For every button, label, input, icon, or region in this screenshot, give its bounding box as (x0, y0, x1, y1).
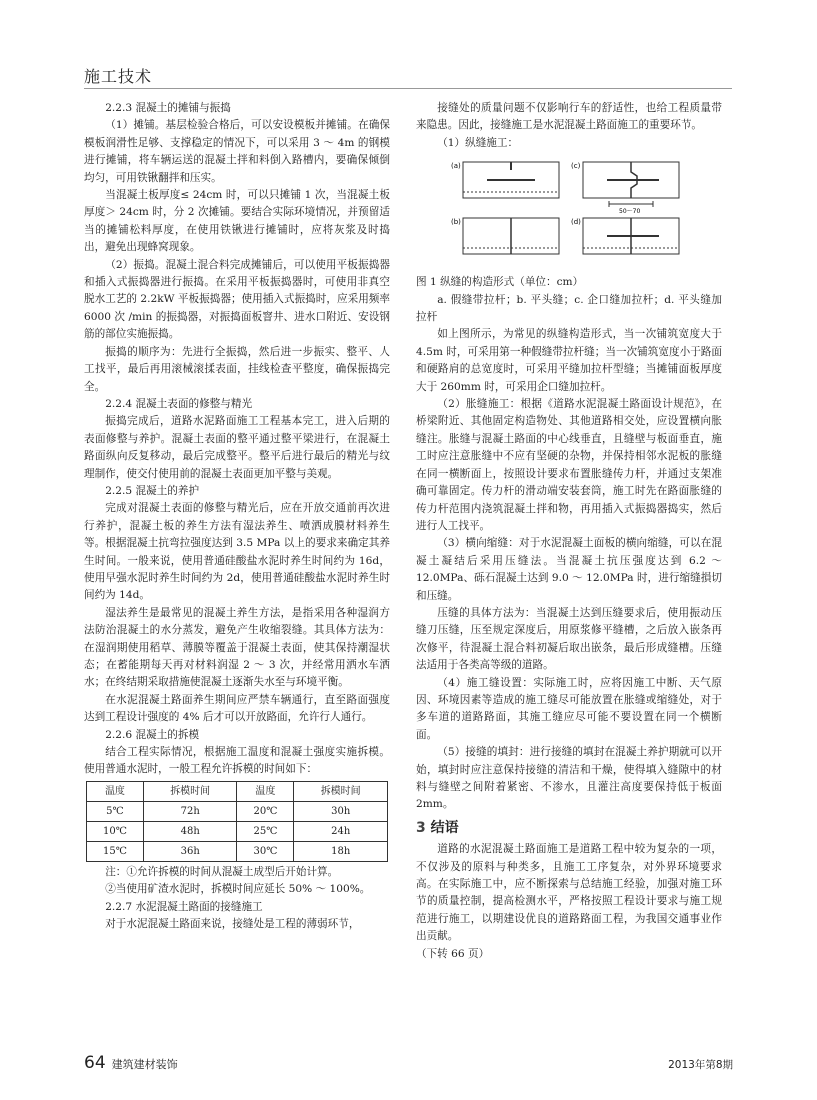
paragraph: （2）振捣。混凝土混合料完成摊铺后，可以使用平板振捣器和插入式振捣器进行振捣。在采用平板振捣器时，可使用非真空脱水工艺的 2.2kW 平板振捣器；使用插入式振捣时，应采用频率 6000 次 /min 的振捣器，对振捣面板窨井、进水口附近、安设钢筋的部位实施振捣。 (84, 258, 390, 341)
section-heading (416, 820, 722, 837)
paragraph: （5）接缝的填封：进行接缝的填封在混凝土养护期就可以开始，填封时应注意保持接缝的清洁和干燥，使得填入缝隙中的材料与缝壁之间附着紧密、不渗水，且灌注高度要保持低于板面 2mm。 (416, 746, 722, 811)
table-row (87, 821, 388, 841)
table-header-cell: 拆模时间 (294, 781, 388, 801)
table-cell: 30℃ (237, 841, 294, 861)
formwork-removal-table (86, 781, 388, 862)
figure-caption: 图 1 纵缝的构造形式（单位：cm） (416, 276, 584, 289)
paragraph: 湿法养生是最常见的混凝土养生方法，是指采用各种湿润方法防治混凝土的水分蒸发，避免产生收缩裂缝。其具体方法为：在湿润期使用稻草、薄膜等覆盖于混凝土表面，使其保持潮湿状态；在蓄能期每天再对材料润湿 2 ～ 3 次，并经常用洒水车洒水；在终结期采取措施使混凝土逐渐失水至与环境平衡。 (84, 606, 390, 689)
table-cell: 48h (143, 821, 237, 841)
paragraph: 在水泥混凝土路面养生期间应严禁车辆通行，直至路面强度达到工程设计强度的 4% 后才可以开放路面，允许行人通行。 (84, 693, 390, 724)
table-note: 注：①允许拆模的时间从混凝土成型后开始计算。 (105, 865, 339, 878)
section-title: 结语 (430, 819, 459, 836)
table-header-cell: 温度 (237, 781, 294, 801)
paragraph: 完成对混凝土表面的修整与精光后，应在开放交通前再次进行养护，混凝土板的养生方法有湿法养生、喷洒成膜材料养生等。根据混凝土抗弯拉强度达到 3.5 MPa 以上的要求来确定其养生时间。一般来说，使用普通硅酸盐水泥时养生时间约为 16d，使用早强水泥时养生时间约为 2d，使用普通硅酸盐水泥时养生时间约为 14d。 (84, 502, 390, 602)
fig-label-c: (c) (571, 162, 581, 171)
paragraph: 当混凝土板厚度≤ 24cm 时，可以只摊铺 1 次，当混凝土板厚度＞ 24cm 时，分 2 次摊铺。要结合实际环境情况，并预留适当的摊铺松料厚度，在使用铁锹进行摊铺时，应将灰浆及时捣出，避免出现蜂窝现象。 (84, 189, 390, 254)
paragraph: （1）纵缝施工： (437, 136, 519, 149)
subsection-heading: 2.2.7 水泥混凝土路面的接缝施工 (105, 900, 263, 913)
paragraph: 结合工程实际情况，根据施工温度和混凝土强度实施拆模。使用普通水泥时，一般工程允许拆模的时间如下： (84, 746, 390, 776)
table-header-row (87, 781, 388, 801)
paragraph: 振捣完成后，道路水泥路面施工工程基本完工，进入后期的表面修整与养护。混凝土表面的整平通过整平梁进行，在混凝土路面纵向反复移动，最后完成整平。整平后进行最后的精光与纹理制作，使交付使用前的混凝土表面更加平整与美观。 (84, 415, 390, 480)
subsection-heading: 2.2.4 混凝土表面的修整与精光 (105, 397, 253, 410)
table-cell: 24h (294, 821, 388, 841)
table-row (87, 801, 388, 821)
paragraph: 压缝的具体方法为：当混凝土达到压缝要求后，使用振动压缝刀压缝，压至规定深度后，用原浆修平缝槽，之后放入嵌条再次修平，待混凝土混合料初凝后取出嵌条，最后形成缝槽。压缝法适用于各类高等级的道路。 (416, 606, 722, 672)
table-cell: 15℃ (87, 841, 144, 861)
paragraph: 道路的水泥混凝土路面施工是道路工程中较为复杂的一项，不仅涉及的原料与种类多，且施工工序复杂，对外界环境要求高。在实际施工中，应不断探索与总结施工经验，加强对施工环节的质量控制，提高检测水平，严格按照工程设计要求与施工规范进行施工，以期建设优良的道路路面工程，为我国交通事业作出贡献。 (416, 843, 722, 943)
left-column (84, 100, 390, 933)
table-cell: 20℃ (237, 801, 294, 821)
fig-label-b: (b) (451, 218, 461, 227)
subsection-heading: 2.2.3 混凝土的摊铺与振捣 (105, 102, 231, 114)
paragraph: 对于水泥混凝土路面来说，接缝处是工程的薄弱环节， (105, 918, 360, 931)
paragraph: （1）摊铺。基层检验合格后，可以安设模板并摊铺。在确保模板润滑性足够、支撑稳定的情况下，可以采用 3 ～ 4m 的钢模进行摊铺，将车辆运送的混凝土拌和料倒入路槽内，要确保倾倒均匀，可用铁锹翻拌和压实。 (84, 119, 390, 184)
right-column (416, 100, 722, 963)
paragraph: 如上图所示，为常见的纵缝构造形式，当一次铺筑宽度大于 4.5m 时，可采用第一种假缝带拉杆缝；当一次铺筑宽度小于路面和硬路肩的总宽度时，可采用平缝加拉杆型缝；当摊铺面板厚度大于 260mm 时，可采用企口缝加拉杆。 (416, 328, 722, 393)
table-note: ②当使用矿渣水泥时，拆模时间应延长 50% ～ 100%。 (105, 883, 371, 896)
subsection-heading: 2.2.6 混凝土的拆模 (105, 728, 200, 741)
paragraph: 振捣的顺序为：先进行全振捣，然后进一步振实、整平、人工找平，最后再用滚械滚揉表面，挂线检查平整度，确保振捣完全。 (84, 345, 390, 393)
fig-label-d: (d) (571, 218, 581, 227)
issue-label: 2013年第8期 (668, 1059, 733, 1071)
figure-caption-detail: a. 假缝带拉杆；b. 平头缝；c. 企口缝加拉杆；d. 平头缝加拉杆 (416, 293, 722, 324)
table-row (87, 841, 388, 861)
table-cell: 25℃ (237, 821, 294, 841)
fig-dimension-label: 50～70 (619, 208, 641, 216)
paragraph: （3）横向缩缝：对于水泥混凝土面板的横向缩缝，可以在混凝土凝结后采用压缝法。当混凝土抗压强度达到 6.2 ～ 12.0MPa、砾石混凝土达到 9.0 ～ 12.0MPa 时，进行缩缝損切和压缝。 (416, 537, 722, 602)
continuation-note: （下转 66 页） (416, 947, 490, 960)
table-header-cell: 温度 (87, 781, 144, 801)
table-cell: 30h (294, 801, 388, 821)
table-cell: 5℃ (87, 801, 144, 821)
longitudinal-joint-figure (449, 156, 689, 268)
paragraph: 接缝处的质量问题不仅影响行车的舒适性，也给工程质量带来隐患。因此，接缝施工是水泥混凝土路面施工的重要环节。 (416, 102, 722, 132)
fig-label-a: (a) (451, 162, 461, 171)
magazine-name: 建筑建材装饰 (111, 1058, 178, 1071)
table-header-cell: 拆模时间 (143, 781, 237, 801)
table-cell: 10℃ (87, 821, 144, 841)
table-cell: 18h (294, 841, 388, 861)
running-header: 施工技术 (84, 67, 153, 86)
footer-left (84, 1053, 178, 1073)
subsection-heading: 2.2.5 混凝土的养护 (105, 484, 200, 497)
paragraph: （2）胀缝施工：根据《道路水泥混凝土路面设计规范》，在桥梁附近、其他固定构造物处、其他道路相交处，应设置横向胀缝注。胀缝与混凝土路面的中心线垂直，且缝壁与板面垂直，施工时应注意胀缝中不应有坚硬的杂物，并保持相邻水泥板的胀缝在同一横断面上，按照设计要求布置胀缝传力杆，并通过支架准确可靠固定。传力杆的滑动端安装套筒，施工时先在路面胀缝的传力杆范围内浇筑混凝土拌和物，再用插入式振捣器捣实，然后进行人工找平。 (416, 398, 722, 532)
header-rule (84, 88, 732, 89)
page-number: 64 (84, 1053, 106, 1073)
paragraph: （4）施工缝设置：实际施工时，应将因施工中断、天气原因、环境因素等造成的施工缝尽可能放置在胀缝或缩缝处，对于多车道的道路路面，其施工缝应尽可能不要设置在同一个横断面。 (416, 676, 722, 741)
table-cell: 72h (143, 801, 237, 821)
section-number: 3 (416, 819, 426, 836)
table-cell: 36h (143, 841, 237, 861)
